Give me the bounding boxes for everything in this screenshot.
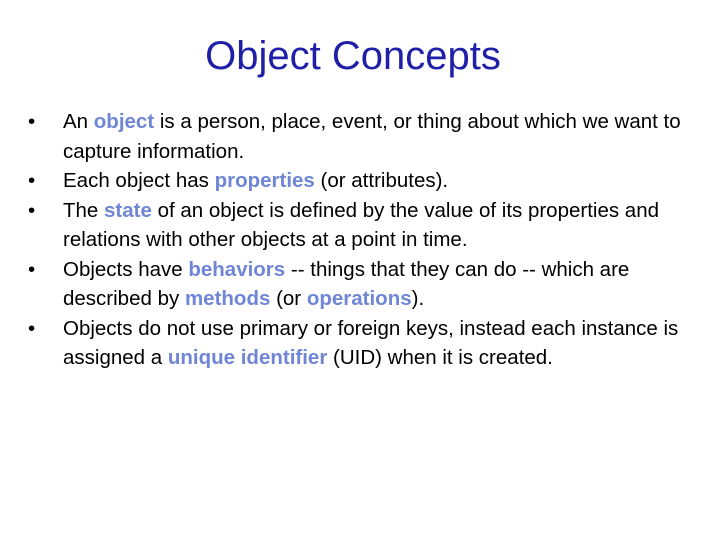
- bullet-text-segment: Each object has: [63, 169, 215, 192]
- bullet-text-segment: Objects have: [63, 257, 189, 281]
- bullet-item: [28, 107, 704, 166]
- bullet-item: [28, 196, 704, 255]
- bullet-text-segment: of an object is defined by the value of its properties and relations with other objects at a point in time.: [63, 198, 660, 251]
- bullet-text: [63, 110, 681, 163]
- bullet-item: [28, 166, 704, 196]
- bullet-dot: •: [28, 169, 36, 192]
- keyword-properties: properties: [214, 169, 315, 192]
- keyword-operations: operations: [306, 287, 412, 310]
- bullet-text-segment: (or attributes).: [314, 169, 449, 192]
- bullet-list: [28, 107, 704, 373]
- bullet-text-segment: is a person, place, event, or thing about which we want to capture information.: [63, 110, 681, 163]
- bullet-dot: •: [28, 257, 36, 281]
- bullet-text-segment: An: [63, 110, 94, 133]
- keyword-state: state: [104, 198, 152, 222]
- slide-title: Object Concepts: [205, 34, 501, 78]
- bullet-text: [63, 169, 448, 192]
- bullet-text: [63, 199, 659, 252]
- keyword-unique-identifier: unique identifier: [167, 346, 328, 369]
- bullet-text: [63, 317, 678, 370]
- bullet-text-segment: The: [63, 198, 105, 222]
- bullet-item: [28, 255, 704, 314]
- bullet-dot: •: [28, 198, 36, 222]
- bullet-text-segment: (UID) when it is created.: [327, 346, 553, 369]
- keyword-methods: methods: [184, 287, 271, 310]
- keyword-behaviors: behaviors: [188, 257, 286, 281]
- keyword-object: object: [93, 110, 155, 133]
- bullet-text-segment: ).: [411, 287, 425, 310]
- bullet-item: [28, 314, 704, 373]
- bullet-dot: •: [28, 316, 36, 340]
- bullet-text: [63, 258, 629, 311]
- bullet-text-segment: -- things that they can do -- which are described by: [63, 257, 630, 310]
- bullet-text-segment: (or: [270, 287, 307, 310]
- bullet-text-segment: Objects do not use primary or foreign keys, instead each instance is assigned a: [63, 316, 679, 369]
- bullet-dot: •: [28, 110, 36, 133]
